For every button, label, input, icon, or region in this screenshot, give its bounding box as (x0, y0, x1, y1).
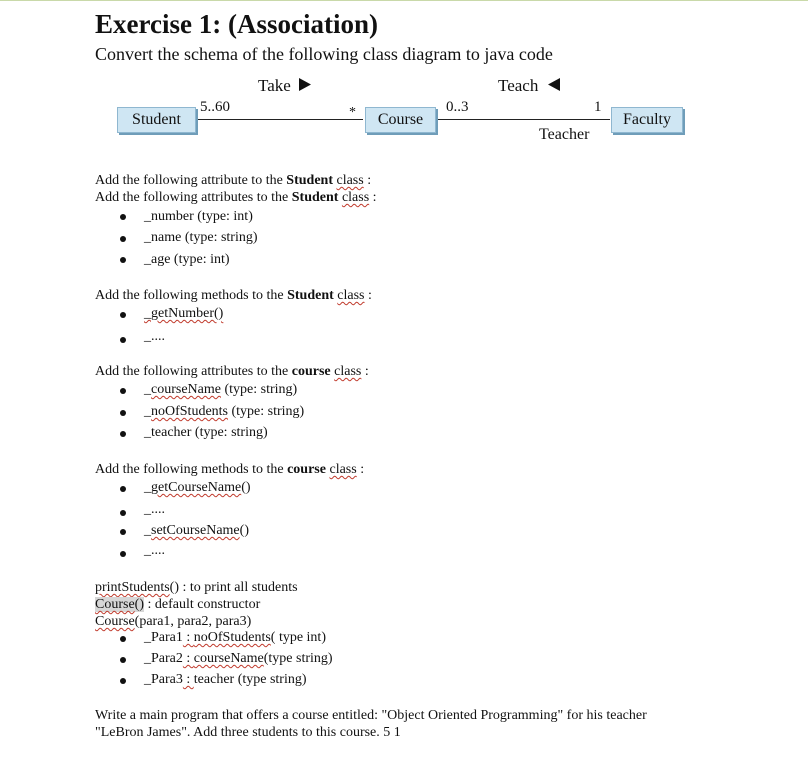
course-methods-intro: Add the following methods to the course class : (95, 462, 365, 477)
bullet (120, 510, 126, 516)
bullet (120, 337, 126, 343)
param-1: _Para1 : noOfStudents( type int) (144, 630, 326, 645)
default-constructor-line: Course() : default constructor (95, 597, 261, 612)
student-attribute-number: _number (type: int) (144, 209, 253, 224)
student-multiplicity: 5..60 (200, 99, 230, 115)
course-class-name: Course (377, 111, 424, 128)
arrow-right-icon (298, 77, 312, 92)
student-method-getnumber: _getNumber() (144, 306, 224, 321)
course-method-setcoursename: _setCourseName() (144, 523, 249, 538)
bullet (120, 636, 126, 642)
bullet (120, 529, 126, 535)
faculty-class-box (611, 107, 683, 133)
course-class-box (365, 107, 436, 133)
bullet (120, 551, 126, 557)
course-multiplicity: 0..3 (446, 99, 469, 115)
print-students-line: printStudents() : to print all students (95, 580, 298, 595)
bullet (120, 388, 126, 394)
page-title: Exercise 1: (Association) (95, 9, 378, 39)
bullet (120, 312, 126, 318)
course-attribute-noofstudents: _noOfStudents (type: string) (144, 404, 305, 419)
param-constructor-line: Course(para1, para2, para3) (95, 614, 252, 629)
course-method-getcoursename: _getCourseName() (144, 480, 251, 495)
bullet (120, 431, 126, 437)
teach-label: Teach (498, 76, 561, 96)
bullet (120, 657, 126, 663)
main-program-line-2: "LeBron James". Add three students to this course. 5 1 (95, 725, 401, 740)
association-line-take (195, 119, 363, 120)
course-attribute-teacher: _teacher (type: string) (144, 425, 268, 440)
association-line-teach (432, 119, 610, 120)
bullet (120, 410, 126, 416)
student-class-box (117, 107, 196, 133)
bullet (120, 236, 126, 242)
student-attribute-name: _name (type: string) (144, 230, 258, 245)
bullet (120, 678, 126, 684)
student-methods-intro: Add the following methods to the Student class : (95, 288, 372, 303)
course-method-more-2: _.... (144, 543, 165, 558)
student-class-name: Student (132, 111, 181, 128)
bullet (120, 257, 126, 263)
faculty-multiplicity: 1 (594, 99, 602, 115)
course-star-multiplicity: * (349, 105, 356, 120)
page-top-rule (0, 0, 808, 1)
param-3: _Para3 : teacher (type string) (144, 672, 307, 687)
param-2: _Para2 : courseName(type string) (144, 651, 333, 666)
bullet (120, 214, 126, 220)
arrow-left-icon (547, 77, 561, 92)
teacher-role-label: Teacher (539, 126, 590, 143)
course-method-more-1: _.... (144, 502, 165, 517)
course-attribute-coursename: _courseName (type: string) (144, 382, 298, 397)
student-method-more: _.... (144, 329, 165, 344)
faculty-class-name: Faculty (623, 111, 671, 128)
student-attribute-age: _age (type: int) (144, 252, 230, 267)
main-program-line-1: Write a main program that offers a course entitled: "Object Oriented Programming" for his teacher (95, 708, 647, 723)
take-label: Take (258, 76, 312, 96)
course-attr-intro: Add the following attributes to the course class : (95, 364, 369, 379)
bullet (120, 486, 126, 492)
student-attr-intro-1: Add the following attribute to the Student class : (95, 173, 372, 188)
student-attr-intro-2: Add the following attributes to the Student class : (95, 190, 377, 205)
page-subtitle: Convert the schema of the following class diagram to java code (95, 44, 553, 64)
